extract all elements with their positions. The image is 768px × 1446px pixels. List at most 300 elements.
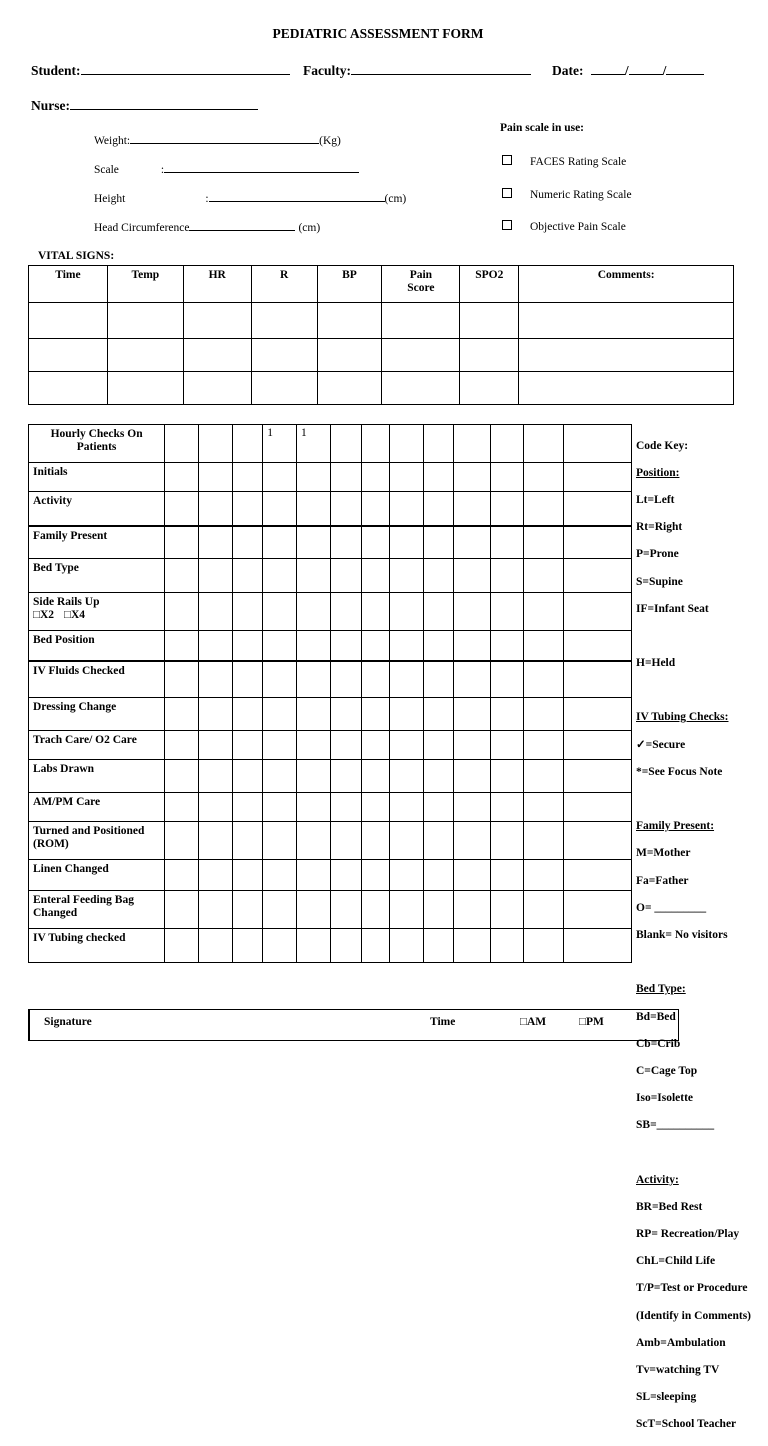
check-cell[interactable]: [453, 760, 491, 793]
check-cell[interactable]: [423, 929, 453, 963]
check-cell[interactable]: [198, 860, 232, 891]
check-cell[interactable]: [165, 891, 199, 929]
check-cell[interactable]: [563, 698, 631, 731]
check-cell[interactable]: [232, 526, 263, 559]
check-cell[interactable]: [524, 731, 564, 760]
check-cell[interactable]: [198, 822, 232, 860]
check-cell[interactable]: [165, 492, 199, 526]
check-cell[interactable]: [524, 698, 564, 731]
cell[interactable]: [317, 372, 382, 405]
cell[interactable]: [382, 372, 460, 405]
check-cell[interactable]: [165, 559, 199, 593]
cell[interactable]: [107, 372, 183, 405]
check-cell[interactable]: [361, 463, 390, 492]
side-rails-option-1[interactable]: □X4: [64, 609, 86, 621]
check-cell[interactable]: [423, 891, 453, 929]
row-label: [29, 929, 165, 963]
check-cell[interactable]: [491, 425, 524, 463]
check-cell[interactable]: [232, 793, 263, 822]
check-cell[interactable]: [263, 860, 297, 891]
check-cell[interactable]: [423, 793, 453, 822]
row-label: [29, 463, 165, 492]
check-cell[interactable]: [390, 929, 424, 963]
check-cell[interactable]: [453, 425, 491, 463]
check-cell[interactable]: [361, 891, 390, 929]
vital-signs-label: VITAL SIGNS:: [38, 250, 115, 262]
cell[interactable]: [460, 303, 519, 339]
table-row: [29, 793, 632, 822]
check-cell[interactable]: [297, 731, 331, 760]
check-cell[interactable]: [165, 463, 199, 492]
check-cell[interactable]: [330, 492, 361, 526]
check-cell[interactable]: [361, 492, 390, 526]
check-cell[interactable]: [491, 526, 524, 559]
check-cell[interactable]: [524, 526, 564, 559]
check-cell[interactable]: [453, 661, 491, 698]
check-cell[interactable]: [390, 631, 424, 661]
row-label: [29, 731, 165, 760]
check-cell[interactable]: [330, 463, 361, 492]
check-cell[interactable]: [198, 731, 232, 760]
check-cell[interactable]: [198, 593, 232, 631]
check-cell[interactable]: [390, 559, 424, 593]
check-cell[interactable]: [390, 463, 424, 492]
check-cell[interactable]: [524, 492, 564, 526]
check-cell[interactable]: [453, 793, 491, 822]
head-circumference-input-line[interactable]: [189, 218, 295, 231]
check-cell[interactable]: [330, 698, 361, 731]
check-cell[interactable]: [491, 559, 524, 593]
cell[interactable]: [317, 303, 382, 339]
check-cell[interactable]: [491, 492, 524, 526]
check-cell[interactable]: [165, 526, 199, 559]
check-cell[interactable]: [390, 526, 424, 559]
check-cell[interactable]: [330, 631, 361, 661]
cell[interactable]: [460, 339, 519, 372]
check-cell[interactable]: [423, 698, 453, 731]
table-row: [29, 698, 632, 731]
vital-signs-row[interactable]: [29, 339, 734, 372]
check-cell[interactable]: [563, 860, 631, 891]
check-cell[interactable]: [524, 760, 564, 793]
check-cell[interactable]: [330, 559, 361, 593]
check-cell[interactable]: [330, 929, 361, 963]
check-cell[interactable]: [232, 492, 263, 526]
check-cell[interactable]: [361, 793, 390, 822]
check-cell[interactable]: [330, 526, 361, 559]
check-cell[interactable]: [453, 731, 491, 760]
check-cell[interactable]: [297, 492, 331, 526]
am-label: AM: [526, 1016, 547, 1028]
check-cell[interactable]: [198, 559, 232, 593]
check-cell[interactable]: [491, 793, 524, 822]
check-cell[interactable]: [297, 631, 331, 661]
check-cell[interactable]: [232, 593, 263, 631]
date-day-line[interactable]: [629, 62, 663, 75]
cell[interactable]: [29, 339, 108, 372]
check-cell[interactable]: [453, 698, 491, 731]
check-cell[interactable]: [263, 760, 297, 793]
check-cell[interactable]: [232, 559, 263, 593]
check-cell[interactable]: [423, 559, 453, 593]
check-cell[interactable]: [263, 793, 297, 822]
check-cell[interactable]: [263, 731, 297, 760]
check-cell[interactable]: [297, 822, 331, 860]
check-cell[interactable]: [491, 698, 524, 731]
check-cell[interactable]: [232, 463, 263, 492]
check-cell[interactable]: [563, 891, 631, 929]
check-cell[interactable]: [330, 891, 361, 929]
check-cell[interactable]: [491, 860, 524, 891]
check-cell[interactable]: [232, 929, 263, 963]
scale-input-line[interactable]: [164, 160, 359, 173]
check-cell[interactable]: [453, 526, 491, 559]
cell[interactable]: [251, 339, 317, 372]
check-cell[interactable]: [390, 731, 424, 760]
cell[interactable]: [107, 303, 183, 339]
check-cell[interactable]: [361, 593, 390, 631]
check-cell[interactable]: [453, 860, 491, 891]
check-cell[interactable]: [524, 593, 564, 631]
student-input-line[interactable]: [81, 62, 290, 75]
check-cell[interactable]: [165, 760, 199, 793]
height-input-line[interactable]: [209, 189, 385, 202]
cell[interactable]: [519, 372, 734, 405]
faculty-input-line[interactable]: [351, 62, 531, 75]
check-cell[interactable]: [232, 698, 263, 731]
check-cell[interactable]: [390, 793, 424, 822]
check-cell[interactable]: [361, 760, 390, 793]
checkbox[interactable]: [502, 220, 512, 230]
cell[interactable]: [382, 303, 460, 339]
cell[interactable]: [519, 303, 734, 339]
cell[interactable]: [519, 339, 734, 372]
check-cell[interactable]: [330, 760, 361, 793]
check-cell[interactable]: [198, 463, 232, 492]
check-cell[interactable]: [491, 891, 524, 929]
check-cell[interactable]: [524, 425, 564, 463]
weight-input-line[interactable]: [130, 131, 319, 144]
check-cell[interactable]: [198, 760, 232, 793]
column-header: R: [251, 266, 317, 303]
check-cell[interactable]: [453, 891, 491, 929]
check-cell[interactable]: [423, 463, 453, 492]
table-row: [29, 731, 632, 760]
cell[interactable]: [29, 372, 108, 405]
check-cell[interactable]: [232, 631, 263, 661]
check-cell[interactable]: [198, 929, 232, 963]
check-cell[interactable]: [263, 463, 297, 492]
cell[interactable]: [251, 372, 317, 405]
check-cell[interactable]: [361, 929, 390, 963]
check-cell[interactable]: [453, 559, 491, 593]
check-cell[interactable]: 1: [297, 425, 331, 463]
faculty-field[interactable]: [303, 62, 531, 79]
check-cell[interactable]: [423, 731, 453, 760]
column-header: HR: [183, 266, 251, 303]
check-cell[interactable]: [423, 526, 453, 559]
check-cell[interactable]: [361, 860, 390, 891]
check-cell[interactable]: [563, 526, 631, 559]
check-cell[interactable]: [165, 731, 199, 760]
head-circumference-field[interactable]: [94, 218, 320, 234]
check-cell[interactable]: [491, 822, 524, 860]
activity-item: Amb=Ambulation: [636, 1336, 726, 1349]
check-cell[interactable]: [390, 860, 424, 891]
table-row: [29, 593, 632, 631]
check-cell[interactable]: [390, 891, 424, 929]
check-cell[interactable]: [491, 593, 524, 631]
check-cell[interactable]: 1: [263, 425, 297, 463]
check-cell[interactable]: [263, 559, 297, 593]
pain-option-numeric[interactable]: [502, 188, 632, 201]
weight-field[interactable]: [94, 131, 341, 147]
check-cell[interactable]: [165, 793, 199, 822]
row-label: [29, 793, 165, 822]
check-cell[interactable]: [390, 760, 424, 793]
pain-scale-title: Pain scale in use:: [500, 122, 585, 134]
check-cell[interactable]: [165, 593, 199, 631]
check-cell[interactable]: [423, 425, 453, 463]
check-cell[interactable]: [423, 661, 453, 698]
check-cell[interactable]: [524, 559, 564, 593]
check-cell[interactable]: [232, 860, 263, 891]
cell[interactable]: [382, 339, 460, 372]
check-cell[interactable]: [563, 929, 631, 963]
nurse-input-line[interactable]: [70, 97, 258, 110]
check-cell[interactable]: [232, 731, 263, 760]
iv-item: ✓=Secure: [636, 738, 686, 751]
check-cell[interactable]: [390, 593, 424, 631]
row-label-text: Linen Changed: [33, 863, 109, 875]
check-cell[interactable]: [263, 631, 297, 661]
vital-signs-row[interactable]: [29, 303, 734, 339]
check-cell[interactable]: [297, 661, 331, 698]
check-cell[interactable]: [563, 631, 631, 661]
check-cell[interactable]: [423, 822, 453, 860]
check-cell[interactable]: [330, 860, 361, 891]
check-cell[interactable]: [297, 593, 331, 631]
check-cell[interactable]: [563, 793, 631, 822]
check-cell[interactable]: [423, 593, 453, 631]
bed-item: SB=__________: [636, 1119, 715, 1132]
check-cell[interactable]: [263, 593, 297, 631]
check-cell[interactable]: [361, 425, 390, 463]
check-cell[interactable]: [563, 463, 631, 492]
check-cell[interactable]: [524, 463, 564, 492]
check-cell[interactable]: [563, 661, 631, 698]
side-rails-option-0[interactable]: □X2: [33, 609, 55, 621]
date-year-line[interactable]: [666, 62, 704, 75]
check-cell[interactable]: [263, 929, 297, 963]
check-cell[interactable]: [524, 822, 564, 860]
row-label-text: Family Present: [33, 529, 108, 542]
check-cell[interactable]: [453, 631, 491, 661]
nurse-field[interactable]: [31, 97, 258, 114]
am-option[interactable]: □AM: [520, 1016, 547, 1028]
position-item: S=Supine: [636, 575, 683, 588]
check-cell[interactable]: [453, 593, 491, 631]
pain-option-faces[interactable]: [502, 155, 626, 168]
pain-option-objective[interactable]: [502, 220, 626, 233]
check-cell[interactable]: [263, 891, 297, 929]
column-header: Comments:: [519, 266, 734, 303]
check-cell[interactable]: [198, 425, 232, 463]
check-cell[interactable]: [297, 698, 331, 731]
head-circumference-unit: (cm): [298, 222, 321, 234]
row-label-text: IV Fluids Checked: [33, 664, 125, 677]
check-cell[interactable]: [491, 463, 524, 492]
check-cell[interactable]: [263, 822, 297, 860]
check-cell[interactable]: [297, 526, 331, 559]
check-cell[interactable]: [563, 731, 631, 760]
activity-item: T/P=Test or Procedure: [636, 1282, 748, 1295]
check-cell[interactable]: [232, 425, 263, 463]
check-cell[interactable]: [390, 425, 424, 463]
check-cell[interactable]: [361, 822, 390, 860]
cell[interactable]: [29, 303, 108, 339]
cell[interactable]: [107, 339, 183, 372]
check-cell[interactable]: [198, 698, 232, 731]
check-cell[interactable]: [390, 698, 424, 731]
check-cell[interactable]: [361, 559, 390, 593]
height-label: Height: [94, 193, 126, 205]
check-cell[interactable]: [524, 661, 564, 698]
height-field[interactable]: [94, 189, 406, 205]
check-cell[interactable]: [198, 631, 232, 661]
check-cell[interactable]: [232, 760, 263, 793]
check-cell[interactable]: [330, 822, 361, 860]
check-cell[interactable]: [453, 929, 491, 963]
check-cell[interactable]: [165, 425, 199, 463]
hourly-checks-table: [28, 424, 632, 963]
check-cell[interactable]: [232, 891, 263, 929]
family-item: O= _________: [636, 901, 707, 914]
check-cell[interactable]: [491, 929, 524, 963]
check-cell[interactable]: [390, 661, 424, 698]
pm-option[interactable]: □PM: [579, 1016, 604, 1028]
checkbox[interactable]: [502, 155, 512, 165]
student-field[interactable]: [31, 62, 290, 79]
check-cell[interactable]: [390, 492, 424, 526]
checkbox[interactable]: [502, 188, 512, 198]
check-cell[interactable]: [330, 731, 361, 760]
check-cell[interactable]: [491, 661, 524, 698]
cell[interactable]: [460, 372, 519, 405]
check-cell[interactable]: [361, 698, 390, 731]
check-cell[interactable]: [232, 822, 263, 860]
check-cell[interactable]: [423, 492, 453, 526]
height-unit: (cm): [384, 193, 407, 205]
check-cell[interactable]: [423, 760, 453, 793]
check-cell[interactable]: [524, 860, 564, 891]
check-cell[interactable]: [297, 463, 331, 492]
cell[interactable]: [251, 303, 317, 339]
check-cell[interactable]: [453, 822, 491, 860]
check-cell[interactable]: [390, 822, 424, 860]
check-cell[interactable]: [330, 793, 361, 822]
height-colon: :: [205, 193, 209, 205]
check-cell[interactable]: [263, 698, 297, 731]
check-cell[interactable]: [563, 593, 631, 631]
check-cell[interactable]: [563, 425, 631, 463]
check-cell[interactable]: [524, 929, 564, 963]
vital-signs-row[interactable]: [29, 372, 734, 405]
check-cell[interactable]: [297, 559, 331, 593]
check-cell[interactable]: [165, 698, 199, 731]
check-cell[interactable]: [524, 631, 564, 661]
spacer: [636, 956, 751, 970]
row-label: [29, 860, 165, 891]
check-cell[interactable]: [330, 593, 361, 631]
check-cell[interactable]: [524, 793, 564, 822]
check-cell[interactable]: [198, 526, 232, 559]
spacer: [636, 630, 751, 644]
check-cell[interactable]: [297, 860, 331, 891]
check-cell[interactable]: [198, 793, 232, 822]
check-cell[interactable]: [330, 661, 361, 698]
check-cell[interactable]: [232, 661, 263, 698]
side-rails-option-label: X4: [70, 609, 86, 621]
check-cell[interactable]: [165, 631, 199, 661]
cell[interactable]: [183, 303, 251, 339]
check-cell[interactable]: [165, 929, 199, 963]
check-cell[interactable]: [491, 760, 524, 793]
check-cell[interactable]: [423, 631, 453, 661]
check-cell[interactable]: [491, 631, 524, 661]
check-cell[interactable]: [524, 891, 564, 929]
check-cell[interactable]: [263, 661, 297, 698]
check-cell[interactable]: [361, 631, 390, 661]
check-cell[interactable]: [198, 661, 232, 698]
check-cell[interactable]: [361, 731, 390, 760]
check-cell[interactable]: [198, 492, 232, 526]
check-cell[interactable]: [423, 860, 453, 891]
cell[interactable]: [317, 339, 382, 372]
check-cell[interactable]: [330, 425, 361, 463]
check-cell[interactable]: [263, 526, 297, 559]
check-cell[interactable]: [563, 559, 631, 593]
date-month-line[interactable]: [591, 62, 625, 75]
check-cell[interactable]: [297, 929, 331, 963]
check-cell[interactable]: [453, 463, 491, 492]
check-cell[interactable]: [361, 661, 390, 698]
check-cell[interactable]: [297, 793, 331, 822]
code-key: [636, 426, 751, 1446]
scale-field[interactable]: [94, 160, 359, 176]
check-cell[interactable]: [563, 760, 631, 793]
check-cell[interactable]: [563, 492, 631, 526]
check-cell[interactable]: [453, 492, 491, 526]
check-cell[interactable]: [297, 891, 331, 929]
table-row: [29, 860, 632, 891]
check-cell[interactable]: [165, 822, 199, 860]
check-cell[interactable]: [491, 731, 524, 760]
check-cell[interactable]: [198, 891, 232, 929]
cell[interactable]: [183, 372, 251, 405]
check-cell[interactable]: [165, 661, 199, 698]
table-row: [29, 661, 632, 698]
date-field[interactable]: [552, 62, 704, 79]
family-title: Family Present:: [636, 820, 715, 833]
pain-option-label: Numeric Rating Scale: [530, 189, 632, 201]
check-cell[interactable]: [563, 822, 631, 860]
check-cell[interactable]: [165, 860, 199, 891]
check-cell[interactable]: [263, 492, 297, 526]
check-cell[interactable]: [361, 526, 390, 559]
check-cell[interactable]: [297, 760, 331, 793]
cell[interactable]: [183, 339, 251, 372]
